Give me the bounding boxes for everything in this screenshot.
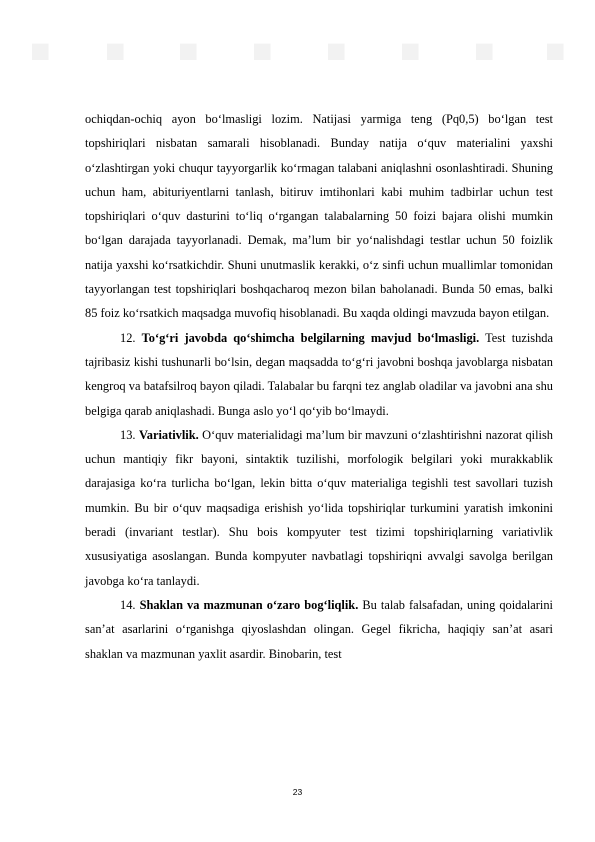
document-body xyxy=(85,107,553,666)
paragraph-item-12 xyxy=(85,326,553,423)
svg-text:■: ■ xyxy=(252,32,273,70)
svg-text:■: ■ xyxy=(105,32,126,70)
item-text: Bu talab falsafadan, uning qoidalarini san’at asarlarini o‘rganishga qiyoslashdan olingan. Gegel fikricha, haqiqiy san’at asari shaklan va mazmunan yaxlit asardir. Binobarin, test xyxy=(85,597,554,661)
svg-text:■: ■ xyxy=(545,32,566,70)
svg-text:■: ■ xyxy=(400,32,421,70)
paragraph-continuation: ochiqdan-ochiq ayon bo‘lmasligi lozim. Natijasi yarmiga teng (Pq0,5) bo‘lgan test topshiriqlari nisbatan samarali hisoblanadi. Bunday natija o‘quv materialini yaxshi o‘zlashtirgan yoki chuqur tayyorgarlik ko‘rmagan talabani aniqlashni osonlashtiradi. Shuning uchun ham, abituriyentlarni tanlash, bitiruv imtihonlari kabi muhim tadbirlar uchun test topshiriqlari o‘quv dasturini to‘liq o‘rgangan talabalarning 50 foizi bajara olishi mumkin bo‘lgan darajada tayyorlanadi. Demak, ma’lum bir yo‘nalishdagi testlar uchun 50 foizlik natija yaxshi ko‘rsatkichdir. Shuni unutmaslik kerakki, o‘z sinfi uchun muallimlar tomonidan tayyorlangan test topshiriqlari boshqacharoq mezon bilan baholanadi. Bunda 50 emas, balki 85 foiz ko‘rsatkich maqsadga muvofiq hisoblanadi. Bu xaqda oldingi mavzuda bayon etilgan. xyxy=(85,112,553,321)
item-text: O‘quv materialidagi ma’lum bir mavzuni o‘zlashtirishni nazorat qilish uchun mantiqiy fikr bayoni, sintaktik tuzilishi, morfologik belgilari yoki murakkablik darajasiga ko‘ra turlicha bo‘lgan, lekin bitta o‘quv materialiga tegishli test savollari tuzish mumkin. Bu bir o‘quv maqsadiga erishish yo‘lida topshiriqlar turkumini yaratish imkonini beradi (invariant testlar). Shu bois kompyuter test tizimi topshiriqlarning variativlik xususiyatiga asoslangan. Bunda kompyuter navbatlagi topshiriqni avvalgi savolga berilgan javobga ko‘ra tanlaydi. xyxy=(85,427,553,588)
paragraph-item-14 xyxy=(85,593,553,666)
svg-text:■: ■ xyxy=(30,32,51,70)
item-heading: Variativlik. xyxy=(138,427,199,442)
svg-text:■: ■ xyxy=(474,32,495,70)
svg-text:■: ■ xyxy=(326,32,347,70)
item-number: 13. xyxy=(120,427,136,442)
watermark-pattern xyxy=(0,0,595,120)
item-heading: Shaklan va mazmunan o‘zaro bog‘liqlik. xyxy=(139,597,359,612)
item-number: 14. xyxy=(120,597,136,612)
page-number: 23 xyxy=(292,787,303,797)
item-text: Test tuzishda tajribasiz kishi tushunarli bo‘lsin, degan maqsadda to‘g‘ri javobni boshqa javoblarga nisbatan kengroq va batafsilroq bayon qiladi. Talabalar bu farqni tez anglab oladilar va javobni ana shu belgiga qarab aniqlashadi. Bunga aslo yo‘l qo‘yib bo‘lmaydi. xyxy=(85,330,553,418)
paragraph-item-13 xyxy=(85,423,553,593)
item-number: 12. xyxy=(120,330,136,345)
svg-text:■: ■ xyxy=(178,32,199,70)
item-heading: To‘g‘ri javobda qo‘shimcha belgilarning mavjud bo‘lmasligi. xyxy=(141,330,480,345)
